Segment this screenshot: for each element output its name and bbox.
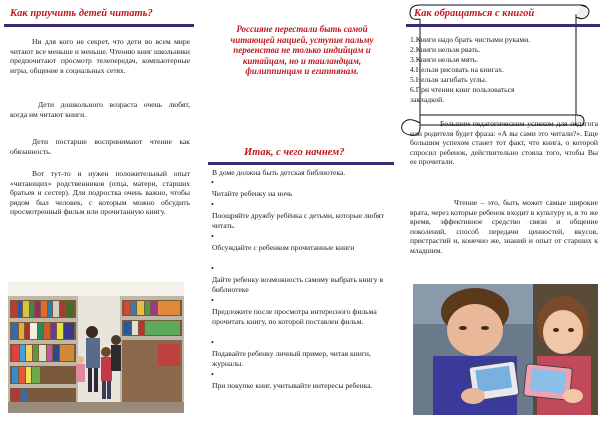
list-item: Обсуждайте с ребенком прочитанные книги (212, 243, 355, 252)
bullet-icon: • (211, 296, 214, 305)
right-heading-bar (406, 24, 600, 27)
list-item: В доме должна быть детская библиотека. (212, 168, 346, 177)
left-paragraph-3: Дети постарше воспринимают чтение как обязанность. (10, 137, 190, 156)
middle-heading-bar (208, 162, 394, 165)
list-item: Дайте ребенку возможность самому выбрать книгу в библиотеке (212, 275, 384, 294)
banner-text: Россияне перестали быть самой читающей нацией, уступив пальму первенства не только индийцам и китайцам, но и таиландцам, филиппинцам и египтянам. (230, 24, 374, 77)
bullet-icon: • (211, 200, 214, 209)
rule-item: 5.Нельзя загибать углы. (410, 75, 487, 84)
list-item: Читайте ребенку на ночь (212, 189, 293, 198)
rule-item: 6.При чтении книг пользоваться (410, 85, 515, 94)
list-item: Предложите после просмотра интересного фильма прочитать книгу, по которой поставлен фильм. (212, 307, 377, 326)
left-column (0, 0, 198, 422)
left-heading-bar (4, 24, 194, 27)
bullet-icon: • (211, 264, 214, 273)
list-item: При покупке книг, учитывайте интересы ребенка. (212, 381, 373, 390)
rule-item: 3.Книги нельзя мять. (410, 55, 479, 64)
rule-item: закладкой. (410, 95, 445, 104)
list-item: Поощряйте дружбу ребёнка с детьми, которые любят читать. (212, 211, 384, 230)
children-photo (413, 284, 598, 415)
right-paragraph-2: Чтение – это, быть может самые широкие врата, через которые ребенок входит в культуру и, в то же время, эффективное средство связи и общение поколений, способ передачи ценностей, вкусов, пристрастий и, конечно же, знаний и опыт от старших к младшим. (410, 198, 598, 255)
left-paragraph-1: Ни для кого не секрет, что дети во всем мире читают все меньше и меньше. Чтению книг школьники предпочитают просмотр телепередач, компьютерные игры, общение в социальных сетях. (10, 37, 190, 75)
right-paragraph-1: Большим педагогическим успехом для педагога или родителя будет фраза: «А вы сами это читали?». Еще большим успехом станет тот факт, что книга, о которой спросил ребенок, действительно стояла того, чтобы Вы ее прочитали. (410, 119, 598, 167)
middle-heading: Итак, с чего начнем? (244, 147, 345, 158)
rule-item: 1.Книги надо брать чистыми руками. (410, 35, 531, 44)
right-heading: Как обращаться с книгой (414, 8, 535, 19)
bullet-icon: • (211, 178, 214, 187)
bullet-icon: • (211, 338, 214, 347)
rule-item: 4.Нельзя рисовать на книгах. (410, 65, 504, 74)
list-item: Подавайте ребенку личный пример, читая книги, журналы. (212, 349, 371, 368)
bullet-icon: • (211, 370, 214, 379)
bullet-icon: • (211, 232, 214, 241)
library-photo (8, 282, 184, 413)
left-paragraph-2: Дети дошкольного возраста очень любят, когда им читают книги. (10, 100, 190, 119)
left-paragraph-4: Вот тут-то и нужен положительный опыт «читающих» родственников (отца, матери, старших братьев и сестер). Для подростка очень важно, чтобы рядом был человек, с которым можно обсудить просмотренный фильм или прочитанную книгу. (10, 169, 190, 217)
left-heading: Как приучить детей читать? (10, 8, 153, 19)
rule-item: 2.Книги нельзя рвать. (410, 45, 481, 54)
